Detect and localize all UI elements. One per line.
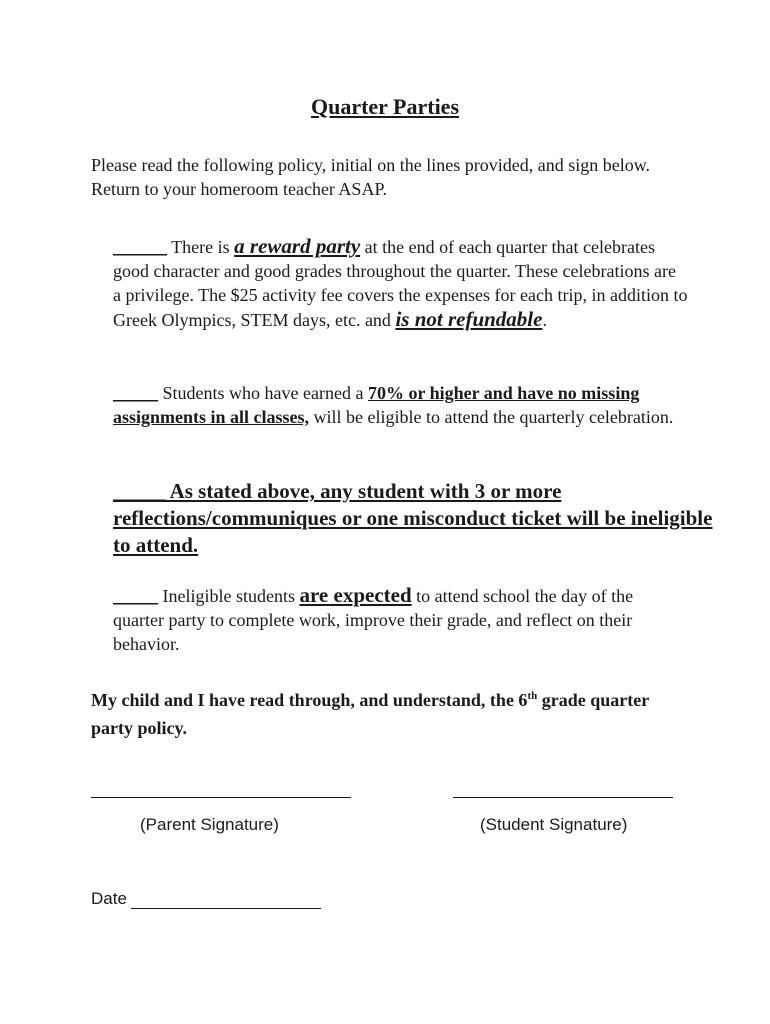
item-text: Ineligible students xyxy=(158,586,300,606)
item-text: Students who have earned a xyxy=(158,383,368,403)
emphasis-text: is not refundable xyxy=(395,307,543,331)
student-signature-line[interactable] xyxy=(453,777,673,798)
document-title: Quarter Parties xyxy=(310,94,460,119)
item-text: to attend school the day of the quarter party to complete work, improve their grade, and reflect on their behavior. xyxy=(113,586,634,654)
item-text: . xyxy=(542,310,547,330)
student-signature-label: (Student Signature) xyxy=(480,815,628,834)
emphasis-text: are expected xyxy=(299,583,412,607)
item-text: There is xyxy=(167,237,235,257)
parent-signature-line[interactable] xyxy=(91,777,351,798)
policy-item-attendance xyxy=(113,583,688,656)
date-label: Date xyxy=(91,889,127,908)
emphasis-text: a reward party xyxy=(234,234,361,258)
parent-signature-label: (Parent Signature) xyxy=(140,815,279,834)
emphasis-text: 70% or higher and have no missing assignments in all classes, xyxy=(113,383,640,427)
ack-text: grade quarter party policy. xyxy=(91,690,649,738)
initial-blank[interactable]: ______ xyxy=(113,237,167,257)
date-row xyxy=(91,889,321,909)
policy-item-eligibility xyxy=(113,381,688,429)
policy-item-reward-party xyxy=(113,234,688,332)
acknowledgement-statement xyxy=(91,686,691,742)
date-line[interactable] xyxy=(131,890,321,909)
initial-blank[interactable]: _____ xyxy=(113,479,166,503)
item-text: will be eligible to attend the quarterly celebration. xyxy=(309,407,674,427)
ack-text: My child and I have read through, and understand, the 6 xyxy=(91,690,528,710)
initial-blank[interactable]: _____ xyxy=(113,586,158,606)
ack-superscript: th xyxy=(527,690,538,702)
item-text: at the end of each quarter that celebrates good character and good grades throughout the quarter. These celebrations are a privilege. The $25 activity fee covers the expenses for each trip, in addition to Greek Olympics, STEM days, etc. and xyxy=(113,237,688,330)
policy-item-ineligibility xyxy=(113,478,713,559)
intro-paragraph: Please read the following policy, initial on the lines provided, and sign below. Return to your homeroom teacher ASAP. xyxy=(91,155,651,199)
item-text: As stated above, any student with 3 or more reflections/communiques or one misconduct ticket will be ineligible to attend. xyxy=(113,479,713,557)
initial-blank[interactable]: _____ xyxy=(113,383,158,403)
